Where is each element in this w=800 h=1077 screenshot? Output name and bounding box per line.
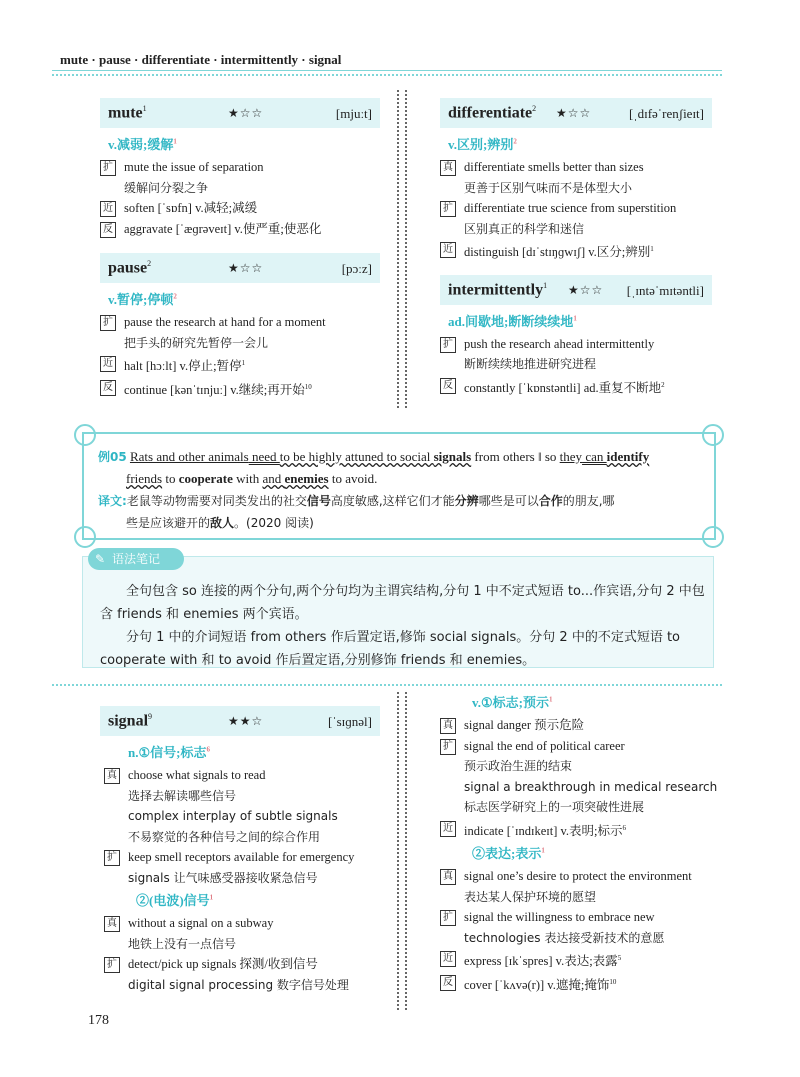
part-of-speech: n.①信号;标志$^6$ (128, 745, 210, 760)
entry-line: 把手头的研究先暂停一会儿 (124, 335, 269, 350)
frequency-stars: ★☆☆ (228, 261, 264, 275)
entry-line: 预示政治生涯的结束 (464, 759, 573, 773)
entry-line: 断断续续地推进研究进程 (464, 357, 597, 372)
entry-tag: 扩 (440, 337, 456, 353)
entry-line: 真 choose what signals to read (104, 765, 390, 786)
section-dots (52, 684, 722, 686)
grammar-notes-text (100, 580, 708, 672)
phonetic: [ˈsɪɡnəl] (327, 714, 372, 729)
corner-ornament (702, 424, 724, 446)
entry-tag: 扩 (100, 315, 116, 331)
example-box (82, 432, 716, 540)
corner-ornament (702, 526, 724, 548)
feather-pen-icon: ✎ (94, 552, 106, 566)
word-box-intermittently (440, 275, 712, 305)
entry-line: 表达某人保护环境的愿望 (464, 889, 597, 904)
frequency-stars: ★☆☆ (556, 106, 592, 120)
entry-line: 近 soften [ˈsɒfn] v.减轻;减缓 (100, 198, 380, 219)
entry-line: 近 halt [hɔːlt] v.停止;暂停$^1$ (100, 353, 380, 377)
entry-line: 选择去解读哪些信号 (128, 788, 237, 803)
entry-line: 扩 keep smell receptors available for emergency (104, 847, 390, 868)
part-of-speech: ad.间歇地;断断续续地$^1$ (448, 313, 577, 329)
headword: pause$^2$ (108, 259, 152, 277)
entry-line: 地铁上没有一点信号 (128, 936, 237, 951)
entry-lines (100, 157, 380, 239)
headword: mute$^1$ (108, 104, 147, 122)
column-divider (397, 90, 407, 408)
entry-lines (100, 312, 380, 400)
entry-tag: 扩 (104, 850, 120, 866)
part-of-speech: v.减弱;缓解$^1$ (108, 137, 177, 152)
entry-tag: 反 (100, 380, 116, 396)
part-of-speech: v.区别;辨别$^2$ (448, 137, 517, 152)
header-rule (52, 70, 722, 71)
entry-tag: 扩 (440, 910, 456, 926)
entry-tag: 反 (440, 378, 456, 394)
entry-lines (104, 765, 390, 995)
entry-tag: 真 (440, 718, 456, 734)
entry-line: 反 constantly [ˈkɒnstəntli] ad.重复不断地$^2$ (440, 375, 720, 399)
entry-tag: 真 (440, 869, 456, 885)
entry-line: 反 cover [ˈkʌvə(r)] v.遮掩;掩饰$^{10}$ (440, 972, 725, 996)
page-header: mute · pause · differentiate · intermittently · signal (60, 52, 342, 67)
entry-tag: 近 (440, 821, 456, 837)
entry-lines (440, 334, 720, 399)
example-content (98, 446, 704, 534)
phonetic: [ˌɪntəˈmɪtəntli] (626, 282, 704, 298)
frequency-stars: ★☆☆ (568, 282, 604, 297)
entry-line: 扩 signal the end of political career (440, 736, 725, 757)
phonetic: [mjuːt] (335, 106, 372, 121)
headword: intermittently$^1$ (448, 280, 548, 298)
word-box-signal (100, 706, 380, 736)
entry-line: 真 without a signal on a subway (104, 913, 390, 934)
top-left-column (100, 98, 380, 400)
entry-tag: 近 (440, 242, 456, 258)
entry-line: 反 aggravate [ˈæɡrəveɪt] v.使严重;使恶化 (100, 219, 380, 240)
frequency-stars: ★☆☆ (228, 106, 264, 120)
entry-line: 更善于区别气味而不是体型大小 (464, 180, 633, 195)
example-translation: 译文:老鼠等动物需要对同类发出的社交信号高度敏感,这样它们才能分辨哪些是可以合作的朋友,哪 些是应该避开的敌人。(2020 阅读) (98, 494, 615, 530)
entry-line: signals 让气味感受器接收紧急信号 (128, 870, 318, 885)
entry-line: 缓解问分裂之争 (124, 180, 209, 195)
entry-tag: 反 (100, 222, 116, 238)
entry-tag: 扩 (104, 957, 120, 973)
entry-line: 标志医学研究上的一项突破性进展 (464, 800, 645, 814)
phonetic: [ˌdɪfəˈrenʃieɪt] (628, 106, 704, 121)
corner-ornament (74, 424, 96, 446)
frequency-stars: ★★☆ (228, 714, 264, 728)
entry-line: technologies 表达接受新技术的意愿 (464, 930, 665, 945)
entry-line: complex interplay of subtle signals (128, 809, 338, 823)
word-box-pause (100, 253, 380, 283)
part-of-speech: v.①标志;预示$^1$ (472, 695, 553, 710)
entry-tag: 反 (440, 975, 456, 991)
headword: differentiate$^2$ (448, 104, 537, 122)
entry-line: 反 continue [kənˈtɪnjuː] v.继续;再开始$^{10}$ (100, 377, 380, 401)
entry-line: 扩 push the research ahead intermittently (440, 334, 720, 355)
signal-left-column (100, 706, 390, 995)
entry-lines (440, 157, 720, 263)
grammar-paragraph: 全句包含 so 连接的两个分句,两个分句均为主谓宾结构,分句 1 中不定式短语 to...作宾语,分句 2 中包含 friends 和 enemies 两个宾语。 (100, 584, 705, 622)
grammar-paragraph: 分句 1 中的介词短语 from others 作后置定语,修饰 social signals。分句 2 中的不定式短语 to cooperate with 和 to avoid 作后置定语,分别修饰 friends 和 enemies。 (100, 630, 680, 668)
entry-lines (440, 692, 725, 995)
entry-tag: 近 (440, 951, 456, 967)
part-of-speech: ②(电波)信号$^1$ (136, 893, 214, 908)
entry-line: 近 distinguish [dɪˈstɪŋɡwɪʃ] v.区分;辨别$^1$ (440, 239, 720, 263)
entry-line: 真 signal danger 预示危险 (440, 715, 725, 736)
signal-right-column (440, 690, 725, 995)
entry-tag: 扩 (100, 160, 116, 176)
entry-tag: 扩 (440, 201, 456, 217)
example-label: 例05 (98, 450, 127, 464)
entry-tag: 近 (100, 356, 116, 372)
entry-tag: 真 (104, 768, 120, 784)
entry-line: 扩 signal the willingness to embrace new (440, 907, 725, 928)
corner-ornament (74, 526, 96, 548)
entry-tag: 真 (440, 160, 456, 176)
entry-line: 真 differentiate smells better than sizes (440, 157, 720, 178)
column-divider (397, 692, 407, 1010)
word-box-differentiate (440, 98, 712, 128)
entry-line: 不易察觉的各种信号之间的综合作用 (128, 829, 321, 844)
top-right-column (440, 98, 720, 398)
entry-line: digital signal processing 数字信号处理 (128, 977, 349, 992)
phonetic: [pɔːz] (341, 261, 372, 276)
page-number: 178 (88, 1013, 109, 1028)
entry-line: 区别真正的科学和迷信 (464, 221, 585, 236)
example-sentence: 例05 Rats and other animals need to be highly attuned to social signals from others ‖ so they can identify friends to cooperate with and enemies to avoid. (98, 449, 650, 486)
entry-line: 扩 differentiate true science from superstition (440, 198, 720, 219)
entry-line: signal a breakthrough in medical research (464, 779, 718, 794)
word-box-mute (100, 98, 380, 128)
entry-tag: 近 (100, 201, 116, 217)
header-dots (52, 74, 722, 76)
entry-line: 近 express [ɪkˈspres] v.表达;表露$^5$ (440, 948, 725, 972)
headword: signal$^9$ (108, 712, 153, 730)
entry-line: 扩 mute the issue of separation (100, 157, 380, 178)
part-of-speech: ②表达;表示$^1$ (472, 846, 545, 862)
grammar-notes-title: ✎ 语法笔记 (88, 548, 184, 570)
entry-line: 扩 pause the research at hand for a moment (100, 312, 380, 333)
entry-line: 真 signal one’s desire to protect the environment (440, 866, 725, 887)
entry-line: 近 indicate [ˈɪndɪkeɪt] v.表明;标示$^6$ (440, 818, 725, 842)
part-of-speech: v.暂停;停顿$^2$ (108, 292, 177, 307)
entry-tag: 真 (104, 916, 120, 932)
entry-tag: 扩 (440, 739, 456, 755)
entry-line: 扩 detect/pick up signals 探测/收到信号 (104, 954, 390, 975)
